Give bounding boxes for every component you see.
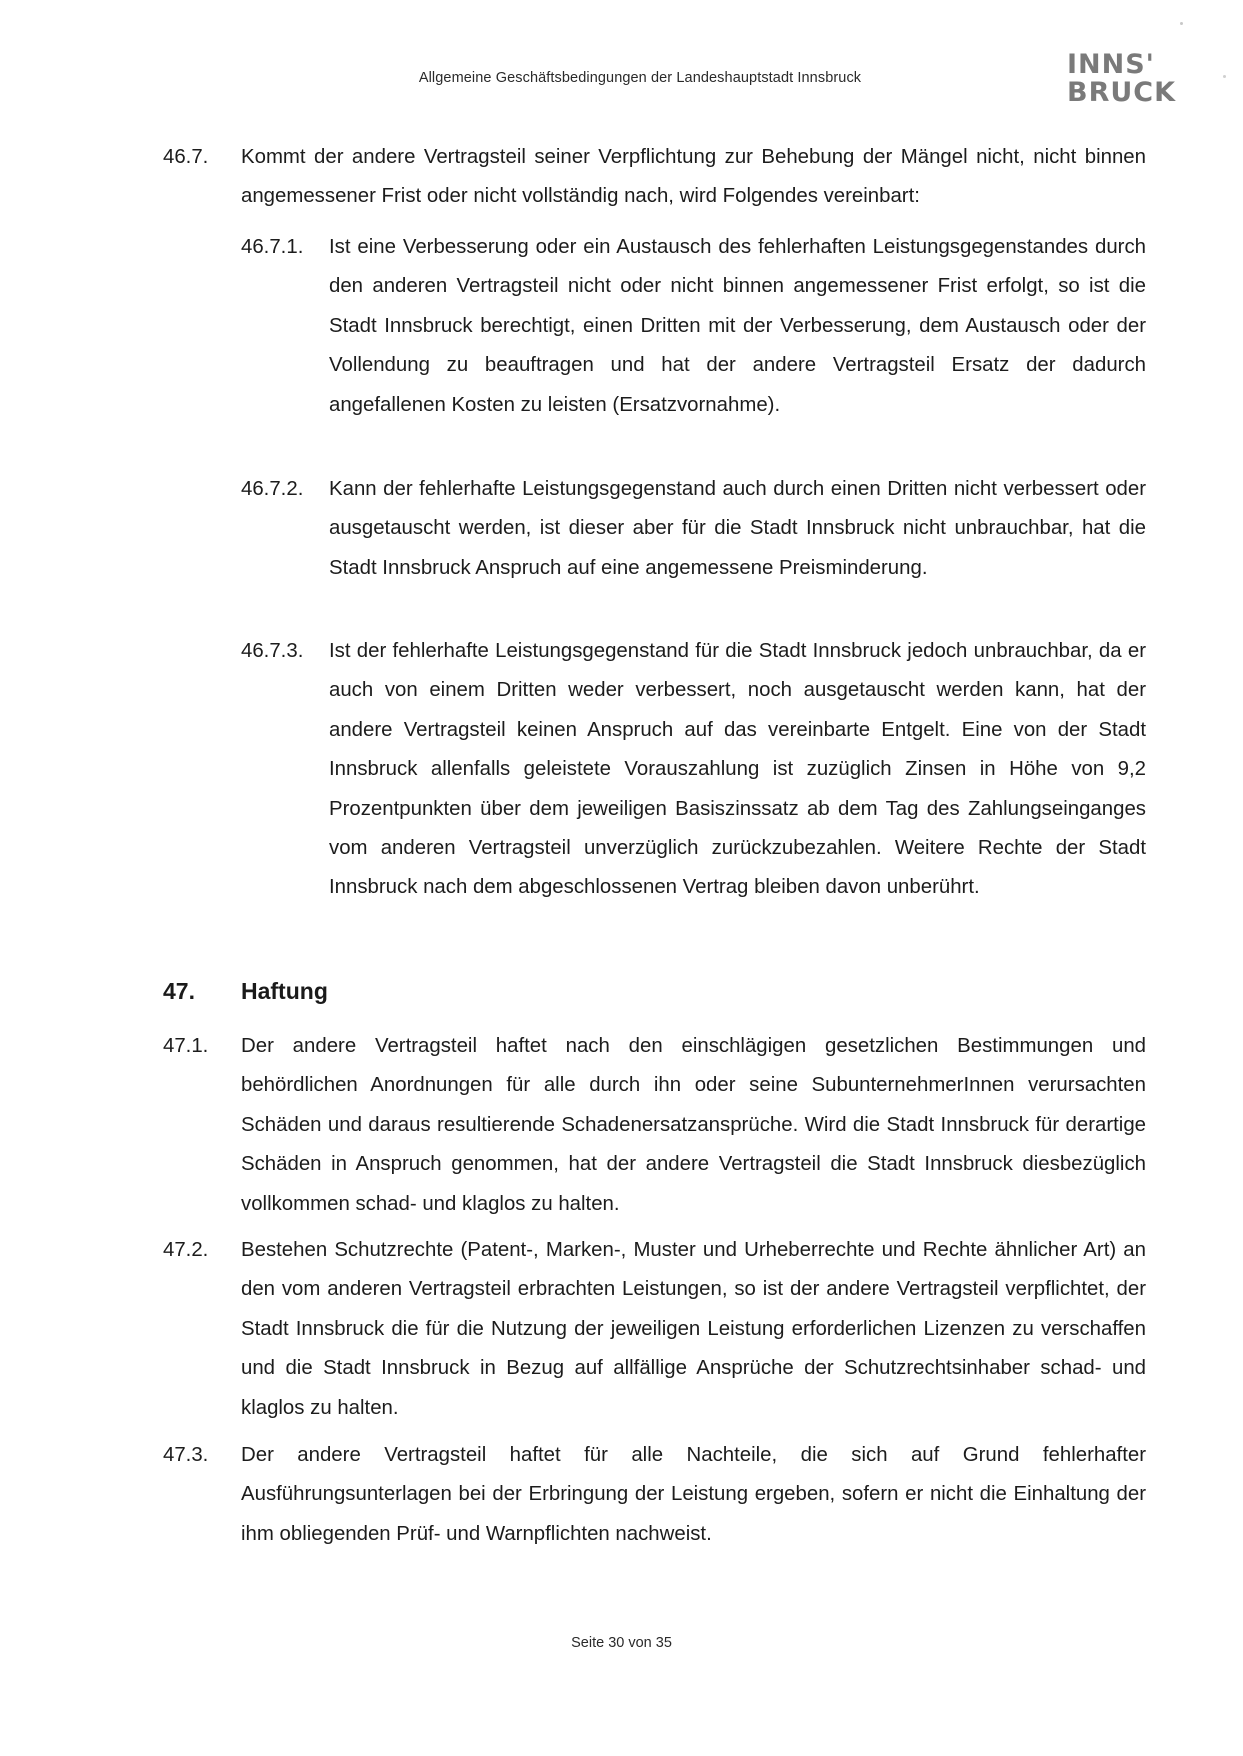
section-number: 46.7.2. (241, 478, 304, 500)
scan-speck (1180, 22, 1183, 25)
section-text-46-7-3: Ist der fehlerhafte Leistungsgegenstand für die Stadt Innsbruck jedoch unbrauchbar, da er auch von einem Dritten weder verbessert, noch ausgetauscht werden kann, hat der andere Vertragsteil keinen Anspruch auf das vereinbarte Entgelt. Eine von der Stadt Innsbruck allenfalls geleistete Vorauszahlung ist zuzüglich Zinsen in Höhe von 9,2 Prozentpunkten über dem jeweiligen Basiszinssatz ab dem Tag des Zahlungseinganges vom anderen Vertragsteil unverzüglich zurückzubezahlen. Weitere Rechte der Stadt Innsbruck nach dem abgeschlossenen Vertrag bleiben davon unberührt. (329, 640, 1146, 899)
section-number: 46.7. (163, 146, 209, 168)
section-text-46-7-1: Ist eine Verbesserung oder ein Austausch des fehlerhaften Leistungsgegenstandes durch den anderen Vertragsteil nicht oder nicht binnen angemessener Frist erfolgt, so ist die Stadt Innsbruck berechtigt, einen Dritten mit der Verbesserung, dem Austausch oder der Vollendung zu beauftragen und hat der andere Vertragsteil Ersatz der dadurch angefallenen Kosten zu leisten (Ersatzvornahme). (329, 236, 1146, 416)
section-number: 47.3. (163, 1444, 209, 1466)
heading-title: Haftung (241, 978, 328, 1004)
header-title: Allgemeine Geschäftsbedingungen der Landeshauptstadt Innsbruck (418, 70, 862, 86)
section-text-47-2: Bestehen Schutzrechte (Patent-, Marken-, Muster und Urheberrechte und Rechte ähnlicher Art) an den vom anderen Vertragsteil erbrachten Leistungen, so ist der andere Vertragsteil verpflichtet, der Stadt Innsbruck die für die Nutzung der jeweiligen Leistung erforderlichen Lizenzen zu verschaffen und die Stadt Innsbruck in Bezug auf allfällige Ansprüche der Schutzrechtsinhaber schad- und klaglos zu halten. (241, 1239, 1146, 1419)
section-number: 47.2. (163, 1239, 209, 1261)
section-text-46-7-2: Kann der fehlerhafte Leistungsgegenstand auch durch einen Dritten nicht verbessert oder ausgetauscht werden, ist dieser aber für die Stadt Innsbruck nicht unbrauchbar, hat die Stadt Innsbruck Anspruch auf eine angemessene Preisminderung. (329, 478, 1146, 579)
innsbruck-logo (1067, 51, 1177, 107)
section-text-47-1: Der andere Vertragsteil haftet nach den einschlägigen gesetzlichen Bestimmungen und behördlichen Anordnungen für alle durch ihn oder seine SubunternehmerInnen verursachten Schäden und daraus resultierende Schadenersatzansprüche. Wird die Stadt Innsbruck für derartige Schäden in Anspruch genommen, hat der andere Vertragsteil die Stadt Innsbruck diesbezüglich vollkommen schad- und klaglos zu halten. (241, 1035, 1146, 1215)
logo-line-2: BRUCK (1067, 77, 1177, 108)
section-text-47-3: Der andere Vertragsteil haftet für alle Nachteile, die sich auf Grund fehlerhafter Ausführungsunterlagen bei der Erbringung der Leistung ergeben, sofern er nicht die Einhaltung der ihm obliegenden Prüf- und Warnpflichten nachweist. (241, 1444, 1146, 1545)
section-text-46-7: Kommt der andere Vertragsteil seiner Verpflichtung zur Behebung der Mängel nicht, nicht binnen angemessener Frist oder nicht vollständig nach, wird Folgendes vereinbart: (241, 146, 1146, 208)
section-number: 46.7.1. (241, 236, 304, 258)
heading-number: 47. (163, 978, 195, 1004)
section-number: 46.7.3. (241, 640, 304, 662)
scan-speck (1223, 75, 1226, 78)
section-number: 47.1. (163, 1035, 209, 1057)
page-number: Seite 30 von 35 (571, 1635, 672, 1651)
logo-line-1: INNS' (1067, 49, 1155, 80)
